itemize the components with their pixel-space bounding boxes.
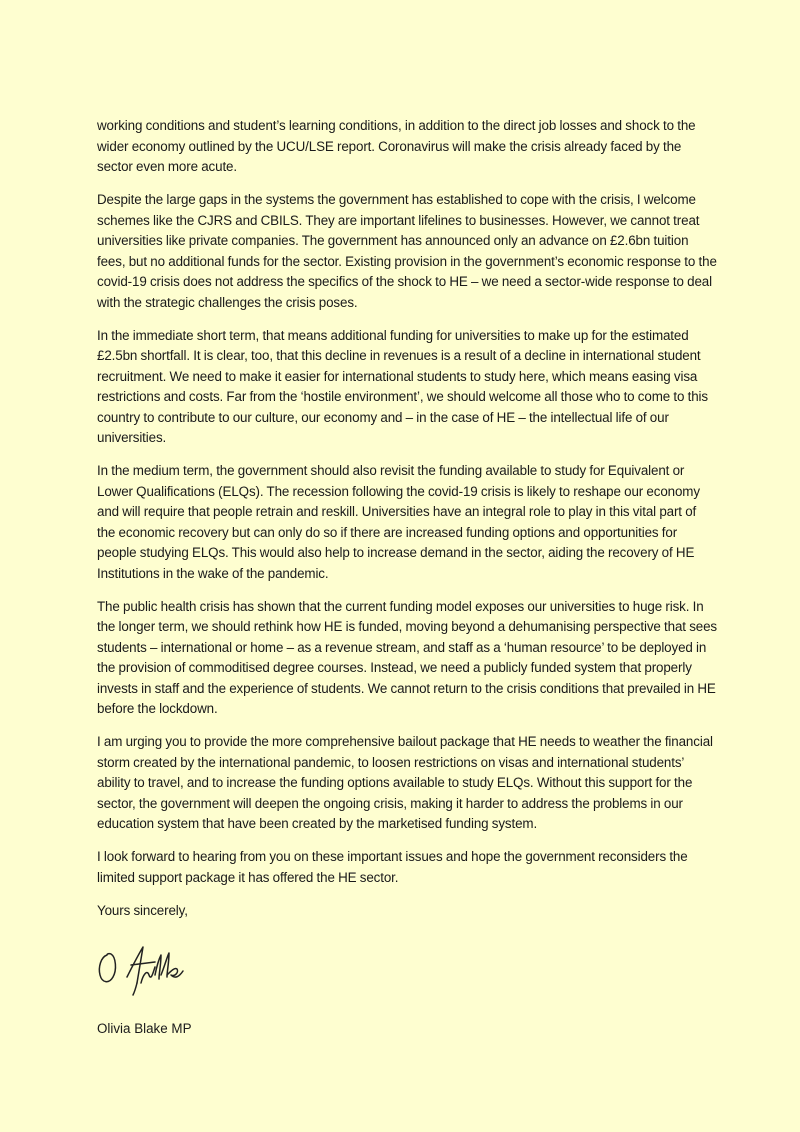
letter-paragraph-4: In the medium term, the government should also revisit the funding available to study for Equivalent or Lower Qualifications (ELQs). The recession following the covid-19 crisis is likely to reshape our economy and will require that people retrain and reskill. Universities have an integral role to play in this vital part of the economic recovery but can only do so if there are increased funding options and opportunities for people studying ELQs. This would also help to increase demand in the sector, aiding the recovery of HE Institutions in the wake of the pandemic. <box>97 463 700 581</box>
letter-paragraph-2: Despite the large gaps in the systems the government has established to cope with the crisis, I welcome schemes like the CJRS and CBILS. They are important lifelines to businesses. However, we cannot treat universities like private companies. The government has announced only an advance on £2.6bn tuition fees, but no additional funds for the sector. Existing provision in the government’s economic response to the covid-19 crisis does not address the specifics of the shock to HE – we need a sector-wide response to deal with the strategic challenges the crisis poses. <box>97 192 717 310</box>
letter-closing: Yours sincerely, <box>97 902 188 918</box>
letter-paragraph-6: I am urging you to provide the more comprehensive bailout package that HE needs to weather the financial storm created by the international pandemic, to loosen restrictions on visas and international students’ ability to travel, and to increase the funding options available to study ELQs. Without this support for the sector, the government will deepen the ongoing crisis, making it harder to address the problems in our education system that have been created by the marketised funding system. <box>97 734 713 831</box>
letter-paragraph-3: In the immediate short term, that means additional funding for universities to make up for the estimated £2.5bn shortfall. It is clear, too, that this decline in revenues is a result of a decline in international student recruitment. We need to make it easier for international students to study here, which means easing visa restrictions and costs. Far from the ‘hostile environment’, we should welcome all those who to come to this country to contribute to our culture, our economy and – in the case of HE – the intellectual life of our universities. <box>97 327 708 445</box>
handwritten-signature <box>97 935 207 997</box>
letter-paragraph-5: The public health crisis has shown that the current funding model exposes our universities to huge risk. In the longer term, we should rethink how HE is funded, moving beyond a dehumanising perspective that sees students – international or home – as a revenue stream, and staff as a ‘human resource’ to be deployed in the provision of commoditised degree courses. Instead, we need a publicly funded system that properly invests in staff and the experience of students. We cannot return to the crisis conditions that prevailed in HE before the lockdown. <box>97 598 718 716</box>
signatory-name: Olivia Blake MP <box>97 1021 192 1036</box>
letter-paragraph-7: I look forward to hearing from you on these important issues and hope the government reconsiders the limited support package it has offered the HE sector. <box>97 849 688 885</box>
letter-page <box>97 116 717 1040</box>
letter-paragraph-1: working conditions and student’s learning conditions, in addition to the direct job losses and shock to the wider economy outlined by the UCU/LSE report. Coronavirus will make the crisis already faced by the sector even more acute. <box>97 118 696 174</box>
